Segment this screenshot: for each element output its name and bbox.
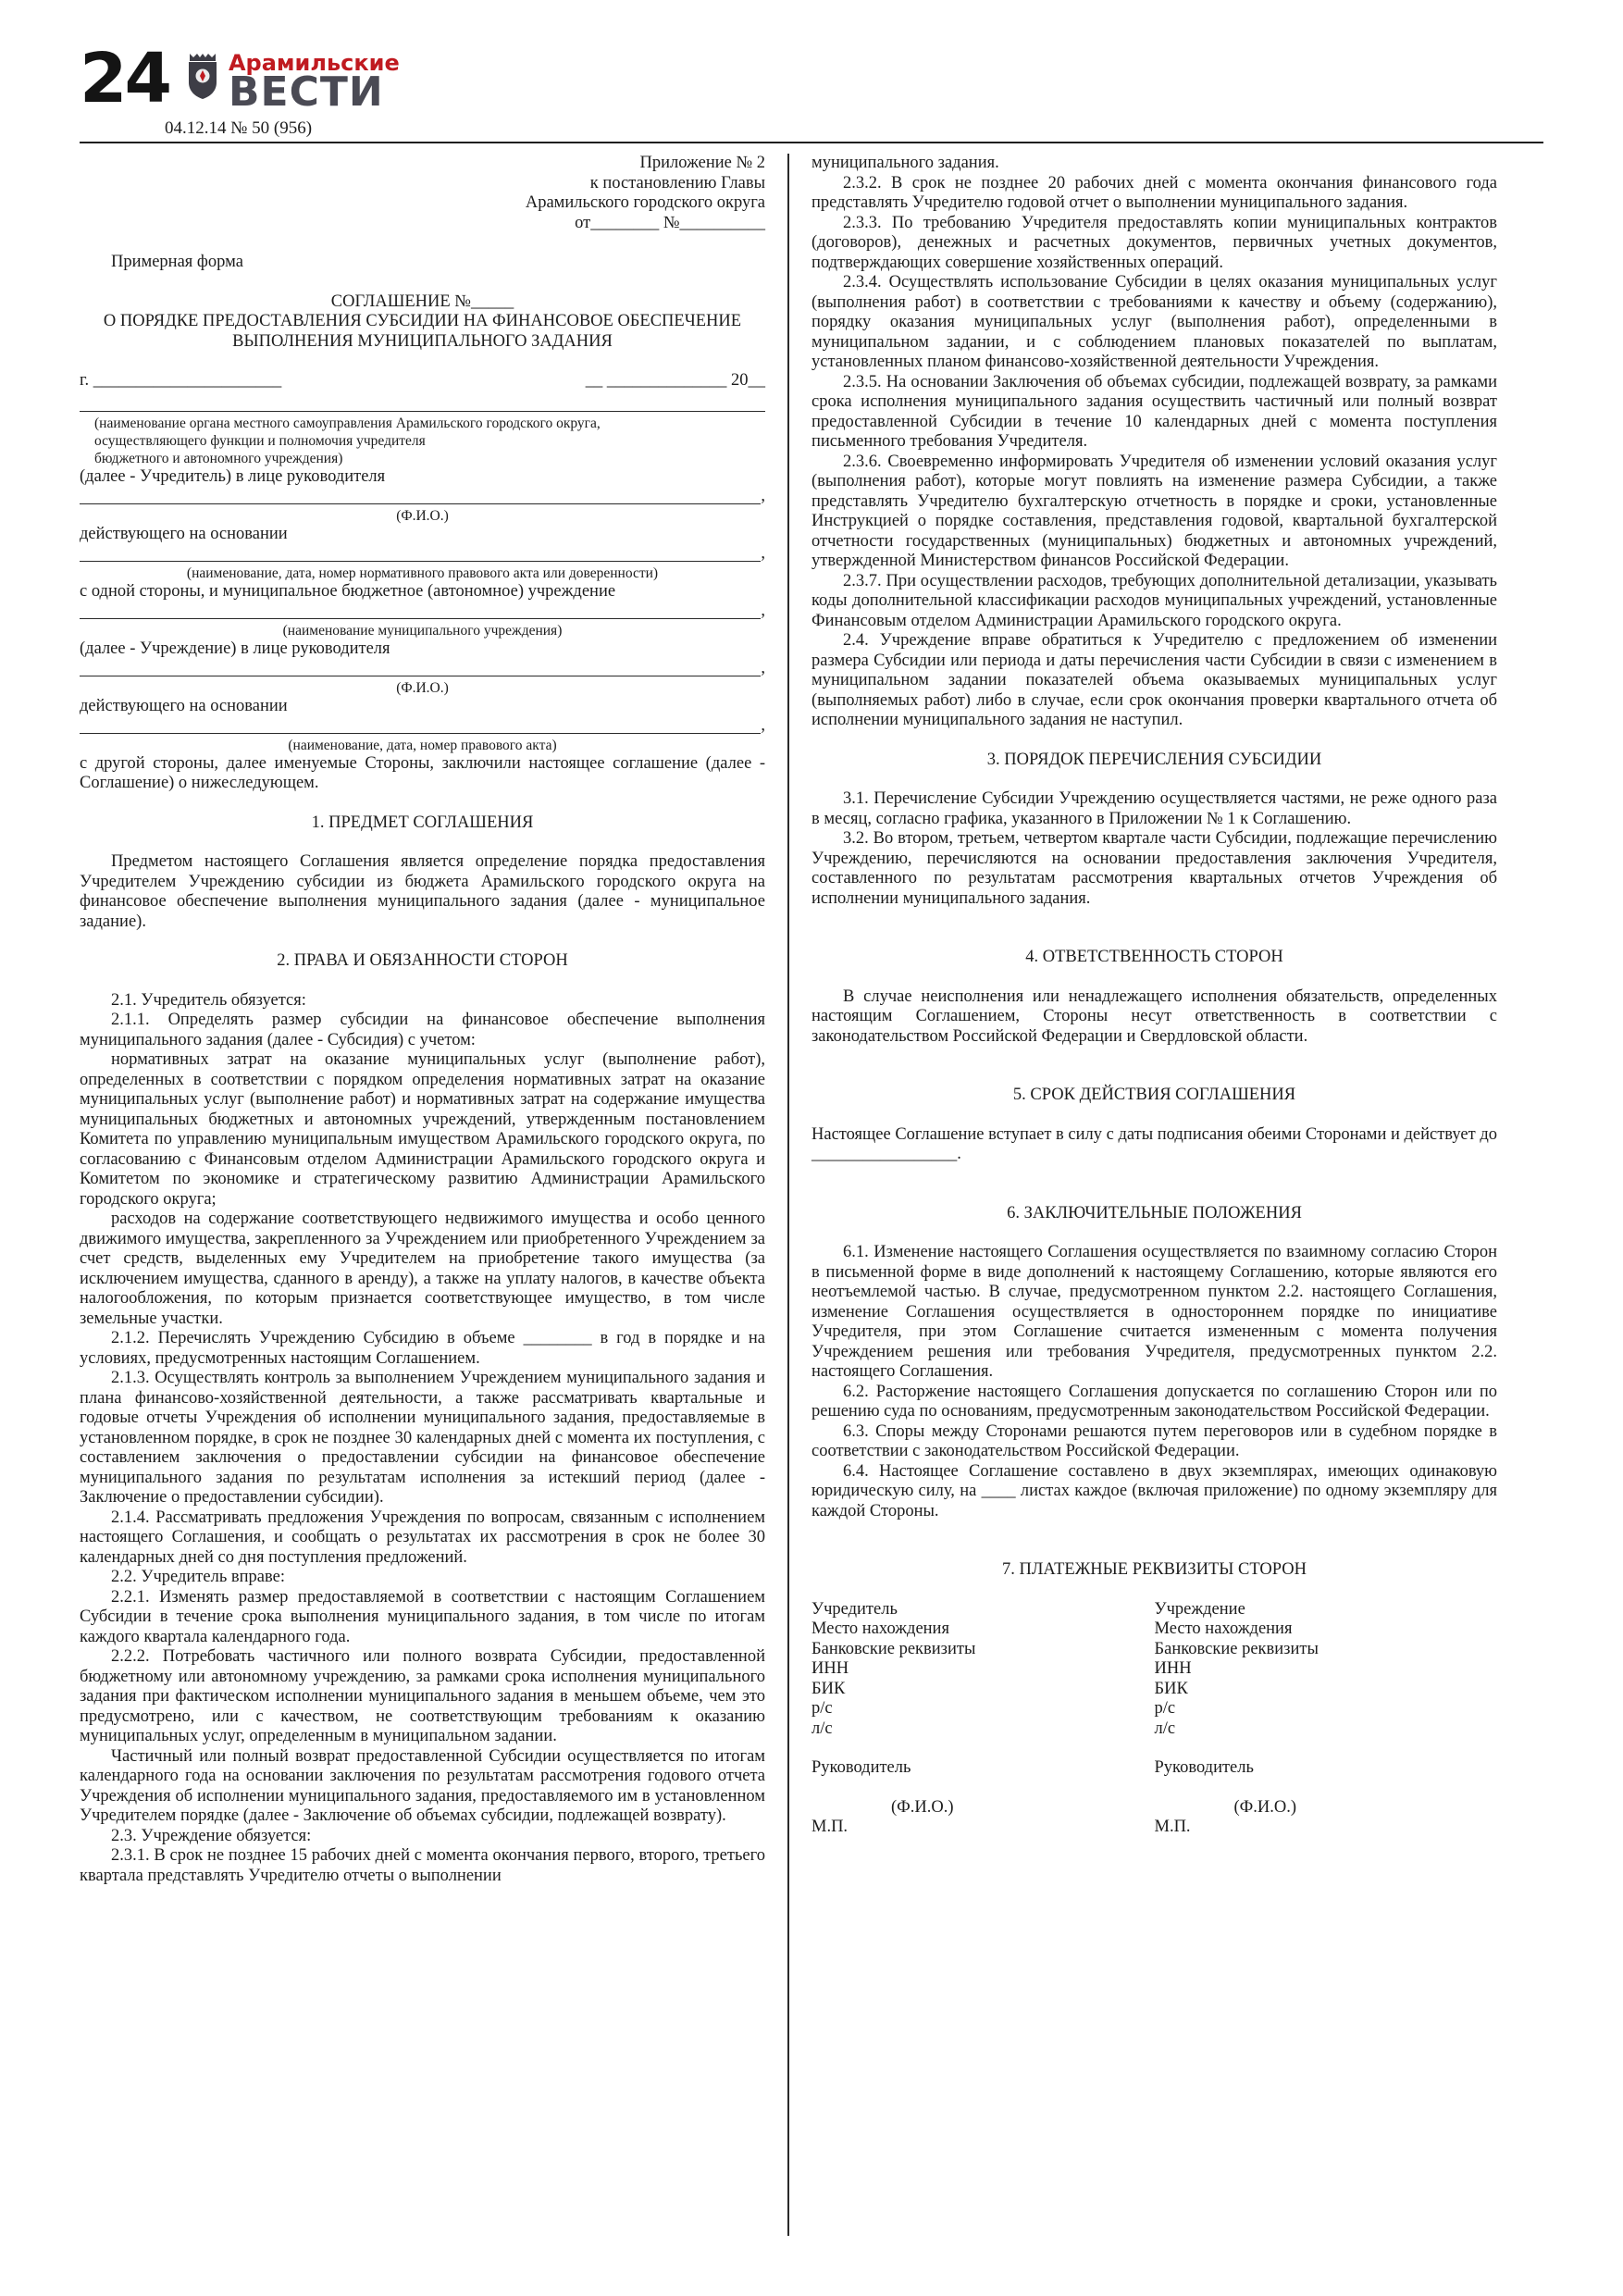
paragraph: (далее - Учредитель) в лице руководителя [80, 466, 386, 486]
requisites-row [812, 1758, 1497, 1779]
row-right: Руководитель [1154, 1758, 1254, 1777]
blank-underline [80, 411, 765, 412]
row-right: Банковские реквизиты [1154, 1639, 1319, 1658]
paragraph: 2.2.1. Изменять размер предоставляемой в соответствии с настоящим Соглашением Субсидии в течение срока выполнения муниципального задания, в том числе по итогам каждого квартала календарного года. [80, 1587, 765, 1646]
blank-line [80, 487, 765, 507]
row-right: (Ф.И.О.) [1233, 1797, 1297, 1817]
paragraph: нормативных затрат на оказание муниципальных услуг (выполнение работ), определенных в соответствии с порядком определения нормативных затрат на оказание муниципальных услуг (выполнение работ) и нормативных затрат на содержание имущества муниципальных бюджетных и автономных учреждений, утвержденным постановлением Комитета по управлению муниципальным имуществом Арамильского городского округа, по согласованию с Финансовым отделом Администрации Арамильского городского округа и Комитетом по экономике и стратегическому развитию Администрации Арамильского городского округа; [80, 1050, 765, 1209]
row-left: ИНН [812, 1659, 849, 1678]
caption: (Ф.И.О.) [396, 507, 449, 524]
brand-text [228, 50, 400, 116]
brand-name-main: ВЕСТИ [228, 68, 384, 116]
spacer [812, 1106, 1497, 1125]
paragraph: 2.1.2. Перечислять Учреждению Субсидию в объеме ________ в год в порядке и на условиях, предусмотренных настоящим Соглашением. [80, 1329, 765, 1368]
paragraph: муниципального задания. [812, 154, 999, 172]
caption: (наименование органа местного самоуправления Арамильского городского округа, [94, 415, 601, 431]
section-heading: 6. ЗАКЛЮЧИТЕЛЬНЫЕ ПОЛОЖЕНИЯ [1007, 1203, 1302, 1222]
paragraph: 6.4. Настоящее Соглашение составлено в двух экземплярах, имеющих одинаковую юридическую силу, на ____ листах каждое (включая приложение) по одному экземпляру для каждой Стороны. [812, 1461, 1497, 1520]
paragraph: В случае неисполнения или ненадлежащего исполнения обязательств, определенных настоящим Соглашением, Стороны несут ответственность в соответствии с законодательством Российской Федерации и Свердловской области. [812, 987, 1497, 1046]
place-date-line [80, 371, 765, 391]
spacer [812, 909, 1497, 948]
column-right [789, 154, 1497, 2236]
line-suffix: , [761, 544, 765, 563]
blank-underline [80, 503, 761, 504]
paragraph: 2.2. Учредитель вправе: [111, 1568, 285, 1586]
spacer [80, 833, 765, 852]
spacer [80, 794, 765, 813]
spacer [812, 770, 1497, 789]
row-left: р/с [812, 1699, 833, 1718]
spacer [812, 1223, 1497, 1243]
caption: (наименование, дата, номер нормативного правового акта или доверенности) [186, 565, 659, 581]
section-heading: 4. ОТВЕТСТВЕННОСТЬ СТОРОН [1025, 948, 1283, 966]
row-left: М.П. [812, 1818, 849, 1836]
requisites-row [812, 1640, 1497, 1660]
spacer [80, 352, 765, 371]
paragraph: с другой стороны, далее именуемые Стороны, заключили настоящее соглашение (далее - Соглашение) о нижеследующем. [80, 753, 765, 792]
annex-ref: Приложение № 2 [639, 154, 765, 172]
masthead [80, 39, 400, 118]
row-left: БИК [812, 1679, 846, 1698]
row-left: Место нахождения [812, 1620, 949, 1638]
requisites-row [812, 1699, 1497, 1719]
paragraph: 2.3.3. По требованию Учредителя предоставлять копии муниципальных контрактов (договоров), денежных и расчетных документов, первичных учетных документов, подтверждающих совершение хозяйственных операций. [812, 213, 1497, 272]
line-suffix: , [761, 659, 765, 677]
requisites-row [812, 1659, 1497, 1680]
paragraph: 2.1.3. Осуществлять контроль за выполнением Учреждением муниципального задания и плана финансово-хозяйственной деятельности, а также рассматривать квартальные и годовые отчеты Учреждения об исполнении муниципального задания, предоставляемые в установленном порядке, в срок не позднее 30 календарных дней с момента их поступления, с составлением заключения о предоставлении субсидии на финансовое обеспечение муниципального задания по результатам исполнения за истекший период (далее - Заключение о предоставлении субсидии). [80, 1369, 765, 1507]
spacer [80, 233, 765, 253]
caption: осуществляющего функции и полномочия учредителя [94, 432, 426, 449]
requisites-row [812, 1680, 1497, 1700]
section-heading: 5. СРОК ДЕЙСТВИЯ СОГЛАШЕНИЯ [1012, 1086, 1296, 1104]
paragraph: 2.1. Учредитель обязуется: [111, 990, 306, 1010]
spacer [80, 972, 765, 991]
brand-name-top: Арамильские [228, 50, 400, 76]
issue-line: 04.12.14 № 50 (956) [165, 118, 313, 138]
header-rule [80, 142, 1543, 143]
section-heading: 2. ПРАВА И ОБЯЗАННОСТИ СТОРОН [277, 951, 568, 970]
paragraph: Частичный или полный возврат предоставленной Субсидии осуществляется по итогам календарного года на основании заключения по результатам рассмотрения годового отчета Учреждения об исполнении муниципального задания, предоставляемого им в установленном Учредителем порядке (далее - Заключение об объемах субсидии, подлежащей возврату). [80, 1746, 765, 1825]
form-note: Примерная форма [111, 253, 243, 271]
blank-line [80, 716, 765, 737]
caption: бюджетного и автономного учреждения) [94, 450, 343, 466]
page-number: 24 [80, 39, 169, 118]
row-left: (Ф.И.О.) [891, 1797, 954, 1817]
row-left: Учредитель [812, 1599, 898, 1619]
paragraph: Предметом настоящего Соглашения является определение порядка предоставления Учредителем Учреждению субсидии из бюджета Арамильского городского округа на финансовое обеспечение выполнения муниципального задания (далее - муниципальное задание). [80, 852, 765, 931]
paragraph: 3.1. Перечисление Субсидии Учреждению осуществляется частями, не реже одного раза в месяц, согласно графика, указанного в Приложении № 1 к Соглашению. [812, 789, 1497, 828]
line-suffix: , [761, 602, 765, 620]
paragraph: 6.2. Расторжение настоящего Соглашения допускается по соглашению Сторон или по решению суда по основаниям, предусмотренным законодательством Российской Федерации. [812, 1382, 1497, 1421]
spacer [812, 1581, 1497, 1600]
spacer [80, 273, 765, 292]
paragraph: 2.3.2. В срок не позднее 20 рабочих дней с момента окончания финансового года представлять Учредителю годовой отчет о выполнении муниципального задания. [812, 173, 1497, 212]
newspaper-brand [184, 50, 400, 116]
spacer [80, 391, 765, 411]
caption: (наименование муниципального учреждения) [282, 622, 563, 639]
paragraph: 2.3.5. На основании Заключения об объемах субсидии, подлежащей возврату, за рамками срока исполнения муниципального задания осуществить частичный или полный возврат предоставленной Субсидии в течение 10 календарных дней с момента поступления письменного требования Учредителя. [812, 372, 1497, 451]
requisites-row [812, 1798, 1497, 1818]
annex-ref: к постановлению Главы [589, 173, 765, 192]
line-suffix: , [761, 487, 765, 505]
spacer [812, 1739, 1497, 1758]
spacer [812, 1165, 1497, 1204]
paragraph: 2.3.4. Осуществлять использование Субсидии в целях оказания муниципальных услуг (выполнения работ) в соответствии с требованиями к качеству и объему (содержанию), порядку оказания муниципальных услуг (выполнения работ), определенными в муниципальном задании, и с соблюдением плановых показателей по выплатам, установленных планом финансово-хозяйственной деятельности Учреждения. [812, 273, 1497, 371]
caption: (наименование, дата, номер правового акта) [288, 737, 557, 753]
paragraph: 2.3. Учреждение обязуется: [111, 1826, 312, 1845]
paragraph: 6.1. Изменение настоящего Соглашения осуществляется по взаимному согласию Сторон в письменной форме в виде дополнений к настоящему Соглашению, которые являются его неотъемлемой частью. В случае, предусмотренном пунктом 2.2. настоящего Соглашения, изменение Соглашения осуществляется в одностороннем порядке по инициативе Учредителя, при этом Соглашение считается измененным с момента получения Учреждением решения или требования Учредителя, предусмотренных пунктом 2.2. настоящего Соглашения. [812, 1243, 1497, 1381]
row-left: Руководитель [812, 1758, 911, 1777]
paragraph: 2.3.6. Своевременно информировать Учредителя об изменении условий оказания услуг (выполнения работ), которые могут повлиять на изменение размера Субсидии, а также представлять Учредителю бухгалтерскую отчетность в порядке и сроки, установленные Инструкцией о порядке составления, представления годовой, квартальной бухгалтерской отчетности государственных (муниципальных) бюджетных и автономных учреждений, утвержденной Министерством финансов Российской Федерации. [812, 452, 1497, 570]
requisites-row [812, 1620, 1497, 1640]
spacer [812, 1779, 1497, 1798]
row-right: БИК [1154, 1679, 1188, 1698]
row-right: __ ______________ 20__ [585, 371, 765, 390]
agreement-title: СОГЛАШЕНИЕ №_____ [330, 292, 514, 311]
row-right: л/с [1154, 1719, 1176, 1738]
paragraph: (далее - Учреждение) в лице руководителя [80, 639, 390, 658]
spacer [812, 1047, 1497, 1086]
paragraph: с одной стороны, и муниципальное бюджетное (автономное) учреждение [80, 581, 616, 601]
section-heading: 1. ПРЕДМЕТ СОГЛАШЕНИЯ [311, 813, 534, 832]
blank-line [80, 602, 765, 622]
paragraph: 2.1.1. Определять размер субсидии на финансовое обеспечение выполнения муниципального задания (далее - Субсидия) с учетом: [80, 1011, 765, 1049]
row-right: р/с [1154, 1699, 1176, 1718]
requisites-row [812, 1818, 1497, 1838]
article-columns [80, 154, 1543, 2236]
requisites-row [812, 1600, 1497, 1620]
paragraph: действующего на основании [80, 696, 288, 715]
paragraph: 2.3.7. При осуществлении расходов, требующих дополнительной детализации, указывать коды дополнительной классификации расходов муниципальных учреждений, установленные Финансовым отделом Администрации Арамильского городского округа. [812, 571, 1497, 630]
paragraph: 2.4. Учреждение вправе обратиться к Учредителю с предложением об изменении размера Субсидии или периода и даты перечисления части Субсидии в связи с изменением в муниципальном задании показателей объема оказываемых муниципальных услуг (выполняемых работ) либо в случае, если срок окончания проверки квартального отчета об исполнении муниципального задания не наступил. [812, 631, 1497, 729]
section-heading: 7. ПЛАТЕЖНЫЕ РЕКВИЗИТЫ СТОРОН [1001, 1560, 1307, 1579]
caption: (Ф.И.О.) [396, 679, 449, 696]
paragraph: 2.1.4. Рассматривать предложения Учреждения по вопросам, связанным с исполнением настоящего Соглашения, и сообщать о результатах их рассмотрения в срок не более 30 календарных дней со дня поступления предложений. [80, 1508, 765, 1567]
spacer [812, 1521, 1497, 1560]
section-heading: 3. ПОРЯДОК ПЕРЕЧИСЛЕНИЯ СУБСИДИИ [986, 750, 1322, 769]
spacer [812, 968, 1497, 987]
row-right: Учреждение [1154, 1599, 1245, 1619]
paragraph: действующего на основании [80, 524, 288, 543]
spacer [812, 731, 1497, 751]
annex-ref: Арамильского городского округа [525, 193, 765, 212]
paragraph: 3.2. Во втором, третьем, четвертом квартале части Субсидии, подлежащие перечислению Учреждению, перечисляются на основании предоставления заключения Учредителя, составленного по результатам рассмотрения квартальных отчетов Учреждения об исполнении муниципального задания. [812, 829, 1497, 908]
annex-ref: от________ №__________ [575, 213, 765, 232]
paragraph: расходов на содержание соответствующего недвижимого имущества и особо ценного движимого имущества, закрепленного за Учреждением или приобретенного Учреждением за счет средств, выделенных ему Учредителем на приобретение такого имущества (за исключением имущества, сданного в аренду), а также на уплату налогов, в качестве объекта налогообложения, по которым признается соответствующее имущество, в том числе земельные участки. [80, 1210, 765, 1328]
paragraph: Настоящее Соглашение вступает в силу с даты подписания обеими Сторонами и действует до _________________. [812, 1124, 1498, 1163]
blank-line [80, 544, 765, 565]
row-right: ИНН [1154, 1659, 1192, 1678]
blank-underline [80, 618, 761, 619]
row-right: М.П. [1154, 1818, 1191, 1836]
agreement-title: О ПОРЯДКЕ ПРЕДОСТАВЛЕНИЯ СУБСИДИИ НА ФИНАНСОВОЕ ОБЕСПЕЧЕНИЕ ВЫПОЛНЕНИЯ МУНИЦИПАЛЬНОГО ЗАДАНИЯ [103, 312, 742, 351]
coat-of-arms-icon [184, 52, 221, 102]
row-right: Место нахождения [1154, 1620, 1293, 1638]
column-left [80, 154, 787, 2236]
blank-underline [80, 561, 761, 562]
blank-underline [80, 733, 761, 734]
paragraph: 2.2.2. Потребовать частичного или полного возврата Субсидии, предоставленной бюджетному или автономному учреждению, за рамками срока исполнения муниципального задания при фактическом исполнении муниципального задания в меньшем объеме, чем это предусмотрено, или с качеством, не соответствующим требованиям к оказанию муниципальных услуг, определенным в муниципальном задании. [80, 1647, 765, 1745]
requisites-row [812, 1719, 1497, 1740]
line-suffix: , [761, 716, 765, 735]
paragraph: 2.3.1. В срок не позднее 15 рабочих дней с момента окончания первого, второго, третьего квартала представлять Учредителю отчеты о выполнении [80, 1846, 765, 1885]
row-left: г. ______________________ [80, 371, 282, 390]
paragraph: 6.3. Споры между Сторонами решаются путем переговоров или в судебном порядке в соответствии с законодательством Российской Федерации. [812, 1421, 1497, 1460]
blank-line [80, 659, 765, 679]
spacer [80, 932, 765, 951]
row-left: Банковские реквизиты [812, 1639, 976, 1658]
row-left: л/с [812, 1719, 833, 1738]
